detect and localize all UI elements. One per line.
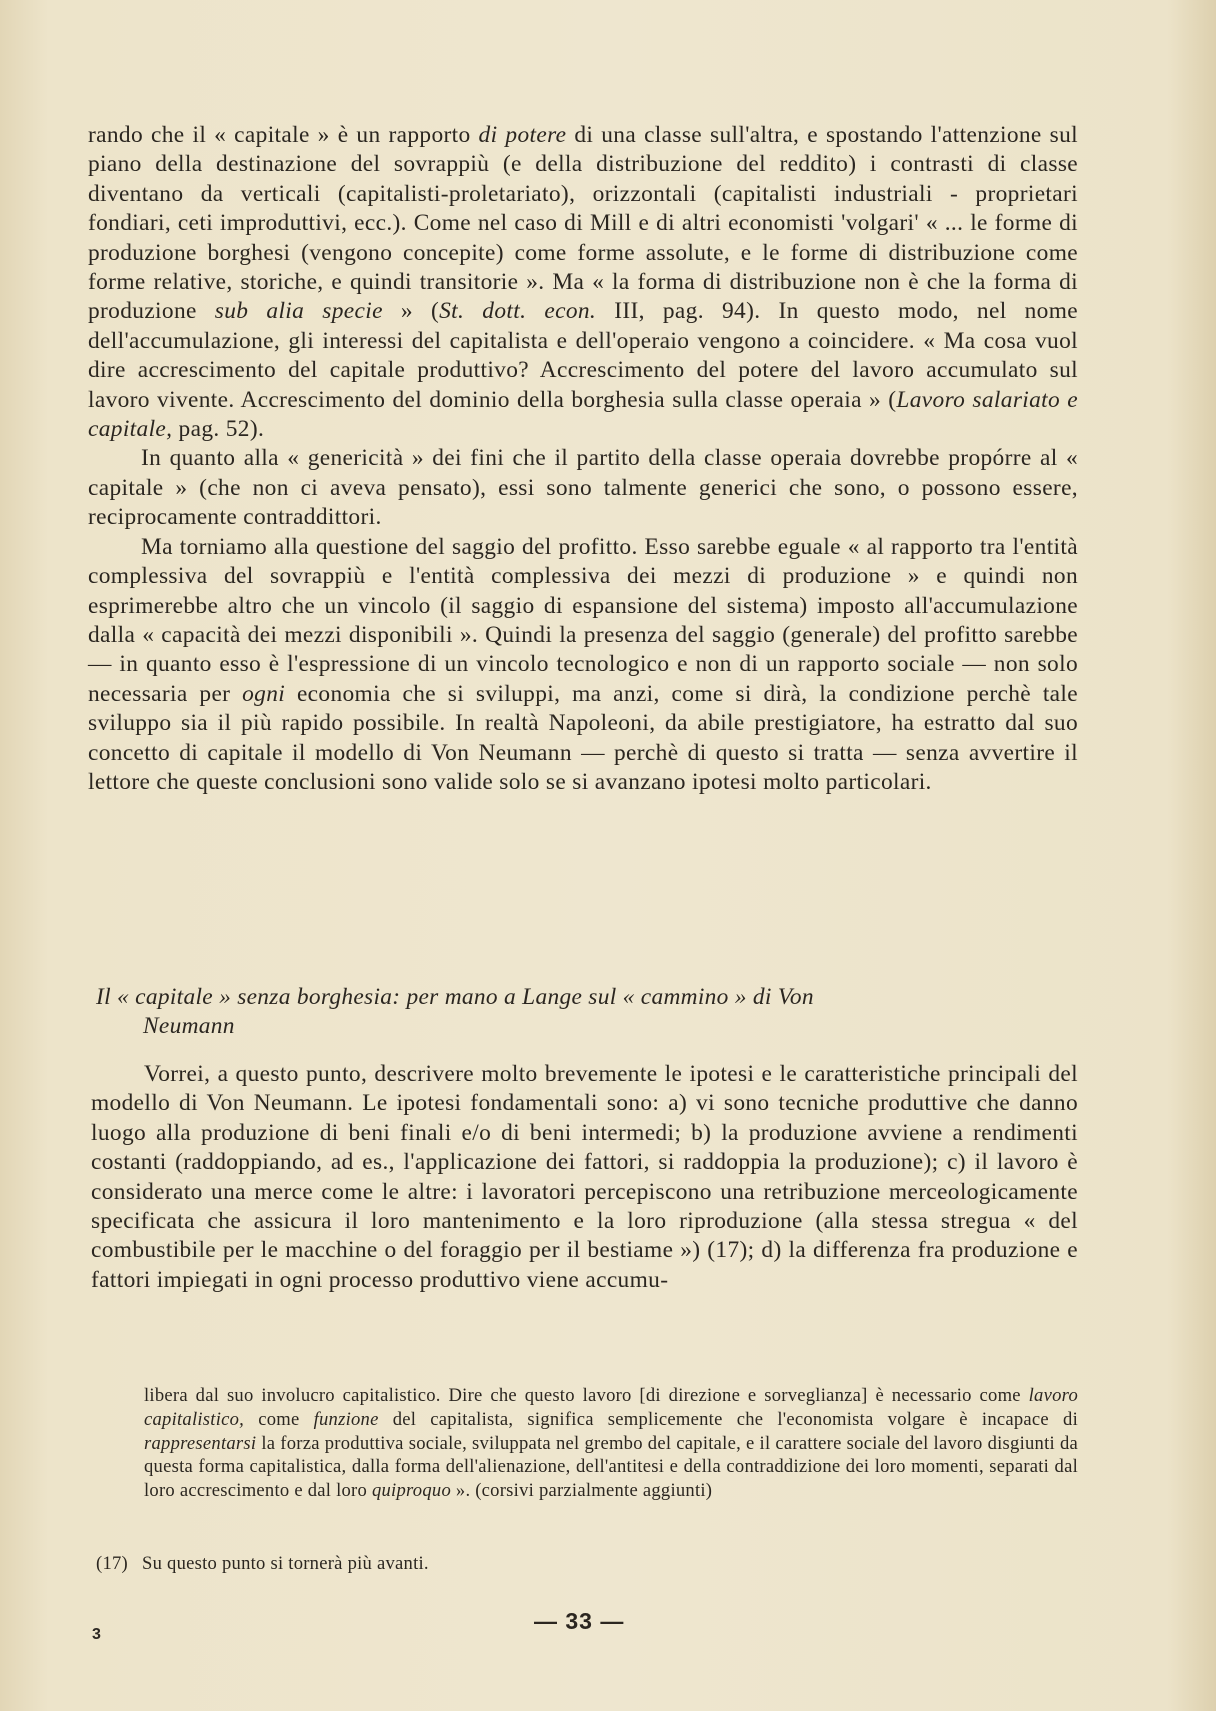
text-run: » ( [382,298,440,325]
text-run: del capitalista, significa semplicemente che l'economista volgare è incapace di [378,1408,1078,1430]
text-run: di una classe sull'altra, e spostando l'attenzione sul piano della destinazione del sovrappiù (e della distribuzione del reddito) i contrasti di classe diventano da verticali (capitalisti-proletariato), orizzontali (capitalisti industriali - proprietari fondiari, ceti improduttivi, ecc.). Come nel caso di Mill e di altri economisti 'volgari' « ... le forme di produzione borghesi (vengono concepite) come forme assolute, e le forme di distribuzione come forme relative, storiche, e quindi transitorie ». Ma « la forma di distribuzione non è che la forma di produzione [88,122,1078,325]
section-text-block [91,1060,1078,1295]
section-paragraph-1 [91,1060,1078,1295]
text-run: rando che il « capitale » è un rapporto [88,122,479,148]
text-run: come [244,1408,314,1430]
footnote-continued [144,1384,1078,1503]
italic-text-run: rappresentarsi [144,1432,257,1454]
text-run: Vorrei, a questo punto, descrivere molto brevemente le ipotesi e le caratteristiche principali del modello di Von Neumann. Le ipotesi fondamentali sono: a) vi sono tecniche produttive che danno luogo alla produzione di beni finali e/o di beni intermedi; b) la produzione avviene a rendimenti costanti (raddoppiando, ad es., l'applicazione dei fattori, si raddoppia la produzione); c) il lavoro è considerato una merce come le altre: i lavoratori percepiscono una retribuzione merceologicamente specificata che assicura il loro mantenimento e la loro riproduzione (alla stessa stregua « del combustibile per le macchine o del foraggio per il bestiame ») (17); d) la differenza fra produzione e fattori impiegati in ogni processo produttivo viene accumu- [91,1061,1078,1293]
section-heading-line-2: Neumann [143,1013,235,1040]
paragraph-2 [88,444,1078,532]
italic-text-run: Lavoro salariato e capitale, [88,386,1078,443]
text-run: In quanto alla « genericità » dei fini che il partito della classe operaia dovrebbe propórre al « capitale » (che non ci aveva pensato), essi sono talmente generici che sono, o possono essere, reciprocamente contraddittori. [88,445,1078,531]
section-heading [96,983,1076,1042]
italic-text-run: quiproquo [371,1480,451,1502]
italic-text-run: St. dott. econ. [439,298,597,325]
paragraph-1 [88,121,1078,444]
italic-text-run: funzione [313,1408,379,1430]
footnote-17 [96,1552,1076,1576]
section-heading-line-1: Il « capitale » senza borghesia: per mano a Lange sul « cammino » di Von [96,984,814,1010]
text-run: libera dal suo involucro capitalistico. Dire che questo lavoro [di direzione e sorveglianza] è necessario come [144,1385,1029,1406]
italic-text-run: di potere [478,122,567,148]
italic-text-run: sub alia specie [214,298,383,325]
text-run: ». (corsivi parzialmente aggiunti) [451,1480,713,1502]
signature-mark: 3 [92,1626,101,1643]
page-number: — 33 — [534,1608,625,1634]
footnote-17-number: (17) [96,1553,128,1574]
footnote-17-text: Su questo punto si tornerà più avanti. [142,1553,429,1574]
italic-text-run: lavoro capitalistico, [144,1385,1078,1430]
text-run: economia che si sviluppi, ma anzi, come si dirà, la condizione perchè tale sviluppo sia il più rapido possibile. In realtà Napoleoni, da abile prestigiatore, ha estratto dal suo concetto di capitale il modello di Von Neumann — perchè di questo si tratta — senza avvertire il lettore che queste conclusioni sono valide solo se si avanzano ipotesi molto particolari. [88,680,1078,795]
text-run: la forza produttiva sociale, sviluppata nel grembo del capitale, e il carattere sociale del lavoro disgiunti da questa forma capitalistica, dalla forma dell'alienazione, dell'antitesi e della contraddizione dei loro momenti, separati dal loro accrescimento e dal loro [144,1432,1078,1502]
footnote-continued-text [144,1384,1078,1503]
text-run: III, pag. 94). In questo modo, nel nome dell'accumulazione, gli interessi del capitalista e dell'operaio vengono a coincidere. « Ma cosa vuol dire accrescimento del capitale produttivo? Accrescimento del potere del lavoro accumulato sul lavoro vivente. Accrescimento del dominio della borghesia sulla classe operaia » ( [88,298,1078,413]
text-run: pag. 52). [172,416,265,443]
italic-text-run: ogni [242,680,286,707]
text-run: Ma torniamo alla questione del saggio del profitto. Esso sarebbe eguale « al rapporto tra l'entità complessiva del sovrappiù e l'entità complessiva dei mezzi di produzione » e quindi non esprimerebbe altro che un vincolo (il saggio di espansione del sistema) imposto all'accumulazione dalla « capacità dei mezzi disponibili ». Quindi la presenza del saggio (generale) del profitto sarebbe — in quanto esso è l'espressione di un vincolo tecnologico e non di un rapporto sociale — non solo necessaria per [88,533,1078,707]
main-text-block [88,121,1078,797]
paragraph-3 [88,533,1078,798]
